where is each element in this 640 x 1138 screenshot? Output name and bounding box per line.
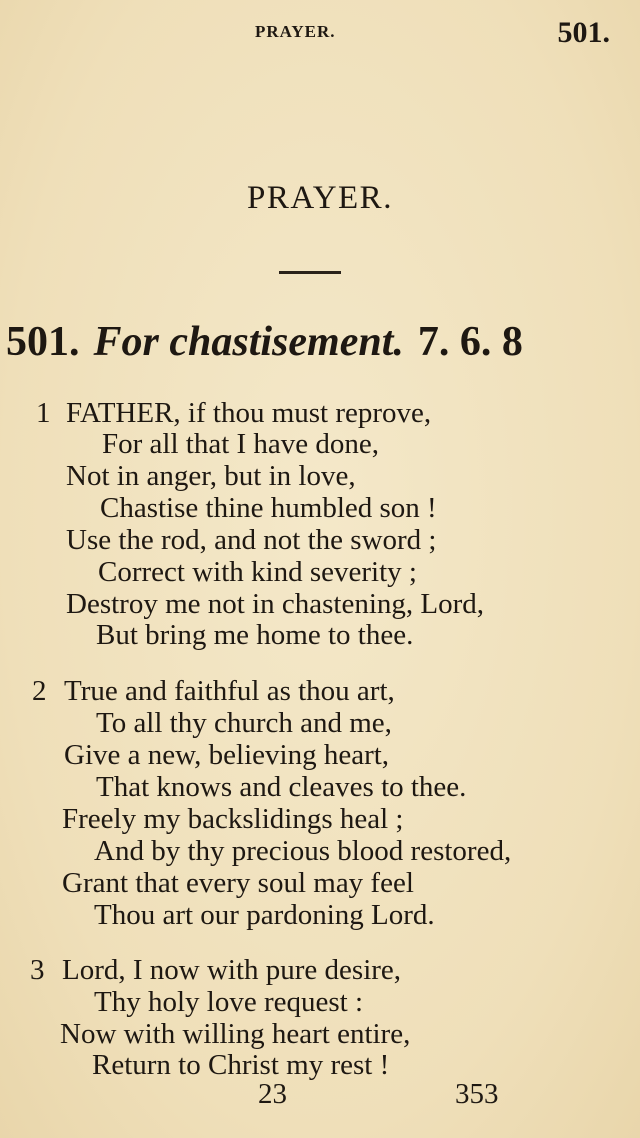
verse-line: And by thy precious blood restored, — [94, 835, 512, 867]
section-title: PRAYER. — [247, 180, 393, 216]
verse-line: Chastise thine humbled son ! — [100, 492, 437, 524]
verse-line: For all that I have done, — [102, 428, 380, 460]
verse-line: Return to Christ my rest ! — [92, 1049, 390, 1081]
verse-line: Freely my backslidings heal ; — [62, 803, 404, 835]
running-title: PRAYER. — [255, 22, 336, 41]
verse-line: Now with willing heart entire, — [60, 1018, 411, 1050]
verse-line: To all thy church and me, — [96, 707, 392, 739]
verse-number: 1 — [36, 397, 51, 429]
divider-rule — [279, 271, 341, 274]
verse-line: Correct with kind severity ; — [98, 556, 417, 588]
verse-line: Destroy me not in chastening, Lord, — [66, 588, 484, 620]
hymn-heading — [6, 318, 636, 366]
verse-line: Use the rod, and not the sword ; — [66, 524, 437, 556]
hymn-number: 501. — [6, 319, 80, 365]
verse-number: 2 — [32, 675, 47, 707]
signature-mark: 23 — [258, 1078, 287, 1110]
verse-line: Thy holy love request : — [94, 986, 364, 1018]
running-header — [0, 18, 640, 48]
hymn-subject: For chastisement. — [93, 319, 404, 365]
verse-line: Not in anger, but in love, — [66, 460, 356, 492]
verse-line: True and faithful as thou art, — [64, 675, 395, 707]
verse-line: Give a new, believing heart, — [64, 739, 390, 771]
verse-line: That knows and cleaves to thee. — [96, 771, 467, 803]
verse-line: FATHER, if thou must reprove, — [66, 397, 432, 429]
verse-line: Grant that every soul may feel — [62, 867, 414, 899]
hymn-meter: 7. 6. 8 — [417, 319, 523, 365]
page-footer — [0, 1078, 640, 1112]
verse-line: But bring me home to thee. — [96, 619, 414, 651]
verse-line: Lord, I now with pure desire, — [62, 954, 402, 986]
verse-line: Thou art our pardoning Lord. — [94, 899, 435, 931]
verse-number: 3 — [30, 954, 45, 986]
page-number: 353 — [455, 1078, 499, 1110]
hymn-number-header: 501. — [557, 16, 610, 49]
